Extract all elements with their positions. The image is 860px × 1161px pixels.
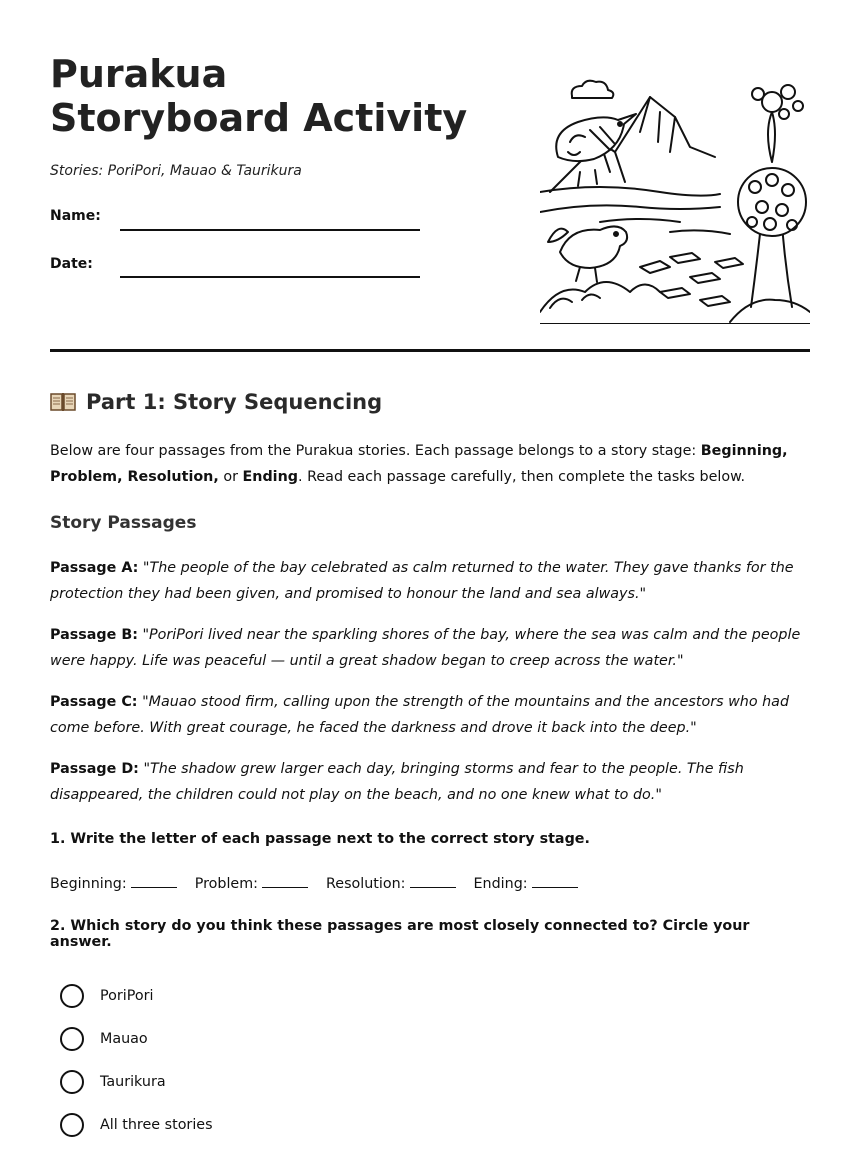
option-all-three[interactable] bbox=[60, 1113, 213, 1137]
divider bbox=[50, 349, 810, 352]
answer-blank[interactable] bbox=[262, 873, 308, 888]
question-1: 1. Write the letter of each passage next to the correct story stage. bbox=[50, 831, 590, 847]
intro-paragraph: Below are four passages from the Purakua stories. Each passage belongs to a story stage: Beginning, Problem, Resolution, or Ending. Read each passage carefully, then complete the tasks below. bbox=[50, 443, 788, 485]
radio-circle-icon[interactable] bbox=[60, 1113, 84, 1137]
stage-answers bbox=[50, 873, 596, 892]
answer-blank[interactable] bbox=[410, 873, 456, 888]
option-taurikura[interactable] bbox=[60, 1070, 166, 1094]
passages-heading: Story Passages bbox=[50, 513, 197, 533]
option-poripori[interactable] bbox=[60, 984, 153, 1008]
date-field bbox=[50, 256, 93, 272]
subtitle: Stories: PoriPori, Mauao & Taurikura bbox=[50, 163, 302, 179]
part1-heading bbox=[50, 390, 382, 414]
answer-blank[interactable] bbox=[131, 873, 177, 888]
stage-ending: Ending: bbox=[474, 873, 578, 892]
page-title: Purakua Storyboard Activity bbox=[50, 52, 468, 140]
passage-d: Passage D: "The shadow grew larger each day, bringing storms and fear to the people. The fish disappeared, the children could not play on the beach, and no one knew what to do." bbox=[50, 761, 744, 803]
date-line[interactable] bbox=[120, 276, 420, 278]
option-label: Taurikura bbox=[100, 1074, 166, 1090]
passage-c: Passage C: "Mauao stood firm, calling upon the strength of the mountains and the ancestors who had come before. With great courage, he faced the darkness and drove it back into the deep." bbox=[50, 694, 790, 736]
stage-problem: Problem: bbox=[195, 873, 308, 892]
option-label: Mauao bbox=[100, 1031, 148, 1047]
book-icon bbox=[50, 392, 76, 412]
option-label: All three stories bbox=[100, 1117, 213, 1133]
option-label: PoriPori bbox=[100, 988, 154, 1004]
name-label: Name: bbox=[50, 208, 101, 224]
radio-circle-icon[interactable] bbox=[60, 1027, 84, 1051]
date-label: Date: bbox=[50, 256, 93, 272]
stage-resolution: Resolution: bbox=[326, 873, 456, 892]
stage-beginning: Beginning: bbox=[50, 873, 177, 892]
landscape-illustration-icon bbox=[540, 72, 810, 324]
question-2: 2. Which story do you think these passages are most closely connected to? Circle your answer. bbox=[50, 918, 750, 950]
worksheet-page bbox=[50, 0, 810, 1161]
radio-circle-icon[interactable] bbox=[60, 984, 84, 1008]
radio-circle-icon[interactable] bbox=[60, 1070, 84, 1094]
option-mauao[interactable] bbox=[60, 1027, 148, 1051]
answer-blank[interactable] bbox=[532, 873, 578, 888]
name-field bbox=[50, 208, 101, 224]
name-line[interactable] bbox=[120, 229, 420, 231]
part1-heading-text: Part 1: Story Sequencing bbox=[86, 390, 383, 414]
passage-a: Passage A: "The people of the bay celebrated as calm returned to the water. They gave thanks for the protection they had been given, and promised to honour the land and sea always." bbox=[50, 560, 794, 602]
passage-b: Passage B: "PoriPori lived near the sparkling shores of the bay, where the sea was calm and the people were happy. Life was peaceful — until a great shadow began to creep across the water." bbox=[50, 627, 801, 669]
